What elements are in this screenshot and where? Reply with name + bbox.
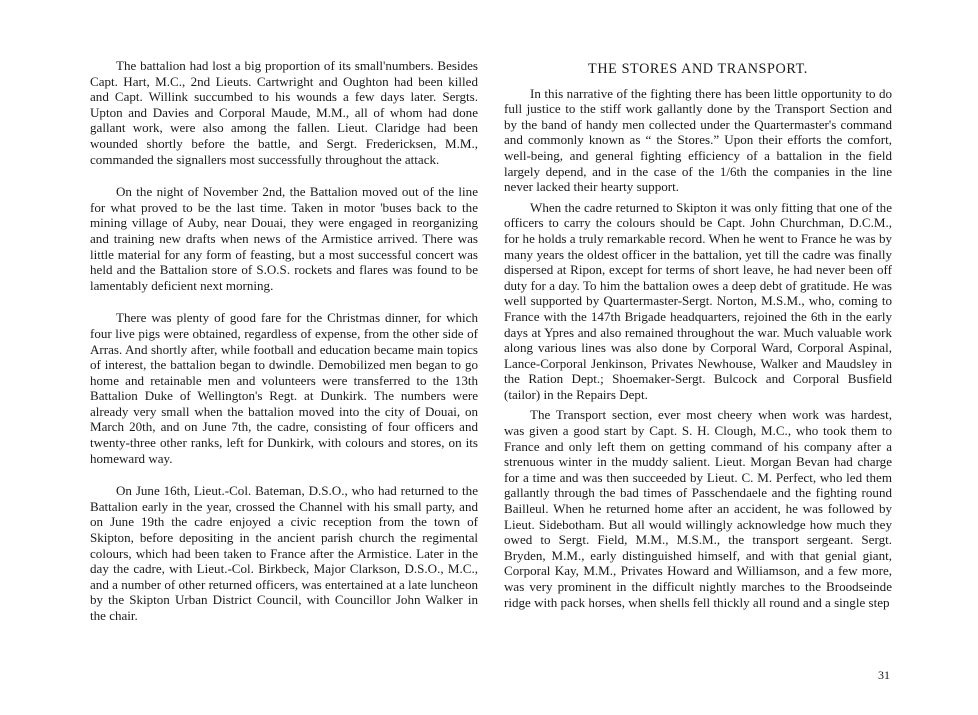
paragraph-return-skipton: On June 16th, Lieut.-Col. Bateman, D.S.O., who had returned to the Battalion early in the year, crossed the Channel with his small party, and on June 19th the cadre enjoyed a civic reception from the town of Skipton, before depositing in the ancient parish church the regimental colours, which had been taken to France after the Armistice. Later in the day the cadre, with Lieut.-Col. Birkbeck, Major Clarkson, D.S.O., M.C., and a number of other returned officers, was entertained at a late luncheon by the Skipton Urban District Council, with Councillor John Walker in the chair.: [90, 483, 478, 623]
section-title: THE STORES AND TRANSPORT.: [588, 61, 808, 77]
paragraph-christmas: There was plenty of good fare for the Christmas dinner, for which four live pigs were obtained, regardless of expense, from the other side of Arras. And shortly after, while football and education became main topics of interest, the battalion began to dwindle. Demobilized men began to go home and retainable men and volunteers were transferred to the 13th Battalion Duke of Wellington's Regt. at Dunkirk. The numbers were already very small when the battalion moved into the city of Douai, on March 20th, and on June 7th, the cadre, consisting of four officers and twenty-three other ranks, left for Dunkirk, with colours and stores, on its homeward way.: [90, 310, 478, 466]
page-number: 31: [878, 668, 890, 682]
paragraph-armistice: On the night of November 2nd, the Battalion moved out of the line for what proved to be the last time. Taken in motor 'buses back to the mining village of Auby, near Douai, they were engaged in reorganizing and training new drafts when news of the Armistice arrived. There was little material for any form of feasting, but a most successful concert was held and the Battalion store of S.O.S. rockets and flares was found to be lamentably deficient next morning.: [90, 184, 478, 293]
left-column: [90, 58, 478, 641]
paragraph-stores-intro: In this narrative of the fighting there has been little opportunity to do full justice to the stiff work gallantly done by the Transport Section and by the band of handy men collected under the Quartermaster's command and commonly known as “ the Stores.” Upon their efforts the comfort, well-being, and general fighting efficiency of a battalion in the field largely depend, and in the case of the 1/6th the companies in the line never lacked their hearty support.: [504, 85, 892, 195]
paragraph-transport: The Transport section, ever most cheery when work was hardest, was given a good start by Capt. S. H. Clough, M.C., who took them to France and only left them on getting command of his company after a strenuous winter in the muddy salient. Lieut. Morgan Bevan had charge for a time and was then succeeded by Lieut. C. M. Perfect, who led them gallantly through the bad times of Passchendaele and the fighting round Bailleul. When he returned home after an accident, he was followed by Lieut. Sidebotham. But all would willingly acknowledge how much they owed to Sergt. Field, M.M., M.S.M., the transport sergeant. Sergt. Bryden, M.M., early distinguished himself, and with that genial giant, Corporal Kay, M.M., Privates Howard and Williamson, and a few more, was very prominent in the difficult nightly marches to the Broodseinde ridge with pack horses, when shells fell thickly all round and a single step: [504, 407, 892, 610]
paragraph-churchman: When the cadre returned to Skipton it was only fitting that one of the officers to carry the colours should be Capt. John Churchman, D.C.M., for he holds a truly remarkable record. When he went to France he was by many years the oldest officer in the battalion, yet till the cadre was finally dispersed at Ripon, except for terms of short leave, he had never been off duty for a day. To him the battalion owes a deep debt of gratitude. He was well supported by Quartermaster-Sergt. Norton, M.S.M., who, coming to France with the 147th Brigade headquarters, rejoined the 6th in the early days at Ypres and also remained throughout the war. Much valuable work along various lines was also done by Corporal Ward, Corporal Aspinal, Lance-Corporal Jenkinson, Privates Newhouse, Walker and Maudsley in the Ration Dept.; Shoemaker-Sergt. Bulcock and Corporal Busfield (tailor) in the Repairs Dept.: [504, 199, 892, 402]
right-column: [504, 62, 892, 615]
paragraph-casualties: The battalion had lost a big proportion of its small'numbers. Besides Capt. Hart, M.C., 2nd Lieuts. Cartwright and Oughton had been killed and Capt. Willink succumbed to his wounds a few days later. Sergts. Upton and Davies and Corporal Maude, M.M., all of whom had done gallant work, were also among the fallen. Lieut. Claridge had been wounded shortly before the battle, and Sergt. Fredericksen, M.M., commanded the signallers most successfully throughout the attack.: [90, 58, 478, 167]
